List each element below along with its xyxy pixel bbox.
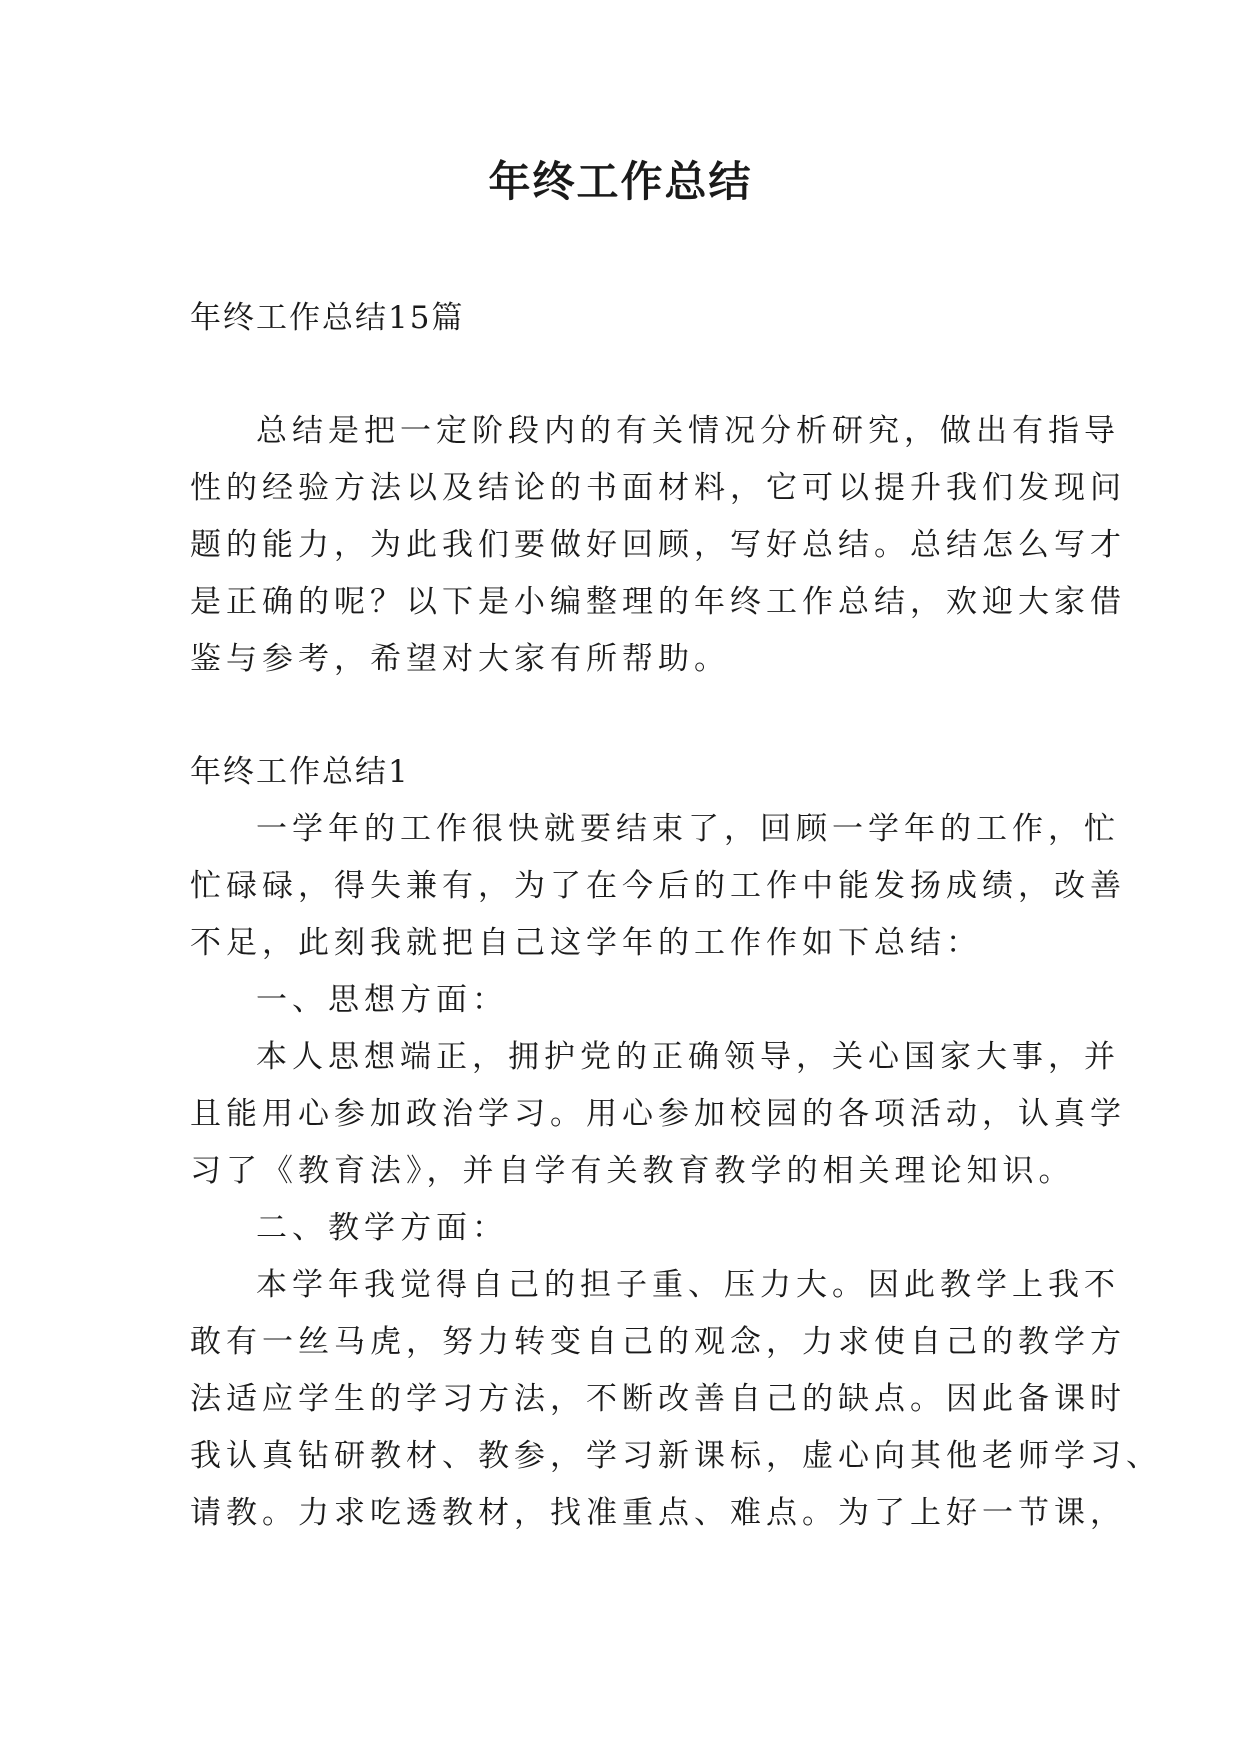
paragraph-line: 法适应学生的学习方法，不断改善自己的缺点。因此备课时 <box>190 1381 1126 1417</box>
subheading-thought: 一、思想方面： <box>256 982 508 1018</box>
paragraph-line: 我认真钻研教材、教参，学习新课标，虚心向其他老师学习、 <box>190 1438 1162 1474</box>
paragraph-line: 忙碌碌，得失兼有，为了在今后的工作中能发扬成绩，改善 <box>190 868 1126 904</box>
paragraph-line: 且能用心参加政治学习。用心参加校园的各项活动，认真学 <box>190 1096 1126 1132</box>
paragraph-line: 一学年的工作很快就要结束了，回顾一学年的工作，忙 <box>256 811 1120 847</box>
document-title: 年终工作总结 <box>488 157 753 206</box>
intro-line: 题的能力，为此我们要做好回顾，写好总结。总结怎么写才 <box>190 527 1126 563</box>
paragraph-line: 不足，此刻我就把自己这学年的工作作如下总结： <box>190 925 982 961</box>
intro-line: 总结是把一定阶段内的有关情况分析研究，做出有指导 <box>256 413 1120 449</box>
paragraph-line: 请教。力求吃透教材，找准重点、难点。为了上好一节课， <box>190 1495 1126 1531</box>
intro-line: 是正确的呢？以下是小编整理的年终工作总结，欢迎大家借 <box>190 584 1126 620</box>
document-subtitle: 年终工作总结15篇 <box>190 300 465 336</box>
paragraph-line: 本人思想端正，拥护党的正确领导，关心国家大事，并 <box>256 1039 1120 1075</box>
paragraph-line: 习了《教育法》，并自学有关教育教学的相关理论知识。 <box>190 1153 1075 1189</box>
intro-paragraph <box>190 403 1126 688</box>
paragraph-line: 本学年我觉得自己的担子重、压力大。因此教学上我不 <box>256 1267 1120 1303</box>
paragraph-line: 敢有一丝马虎，努力转变自己的观念，力求使自己的教学方 <box>190 1324 1126 1360</box>
paragraph-2 <box>190 1029 1126 1200</box>
blank-line <box>190 347 1058 403</box>
intro-line: 鉴与参考，希望对大家有所帮助。 <box>190 641 730 677</box>
intro-line: 性的经验方法以及结论的书面材料，它可以提升我们发现问 <box>190 470 1126 506</box>
paragraph-3 <box>190 1257 1162 1542</box>
subheading-teaching: 二、教学方面： <box>256 1210 508 1246</box>
paragraph-1 <box>190 801 1126 972</box>
document-body <box>190 290 1162 1542</box>
section-heading: 年终工作总结1 <box>190 754 410 790</box>
blank-line <box>190 688 1058 744</box>
